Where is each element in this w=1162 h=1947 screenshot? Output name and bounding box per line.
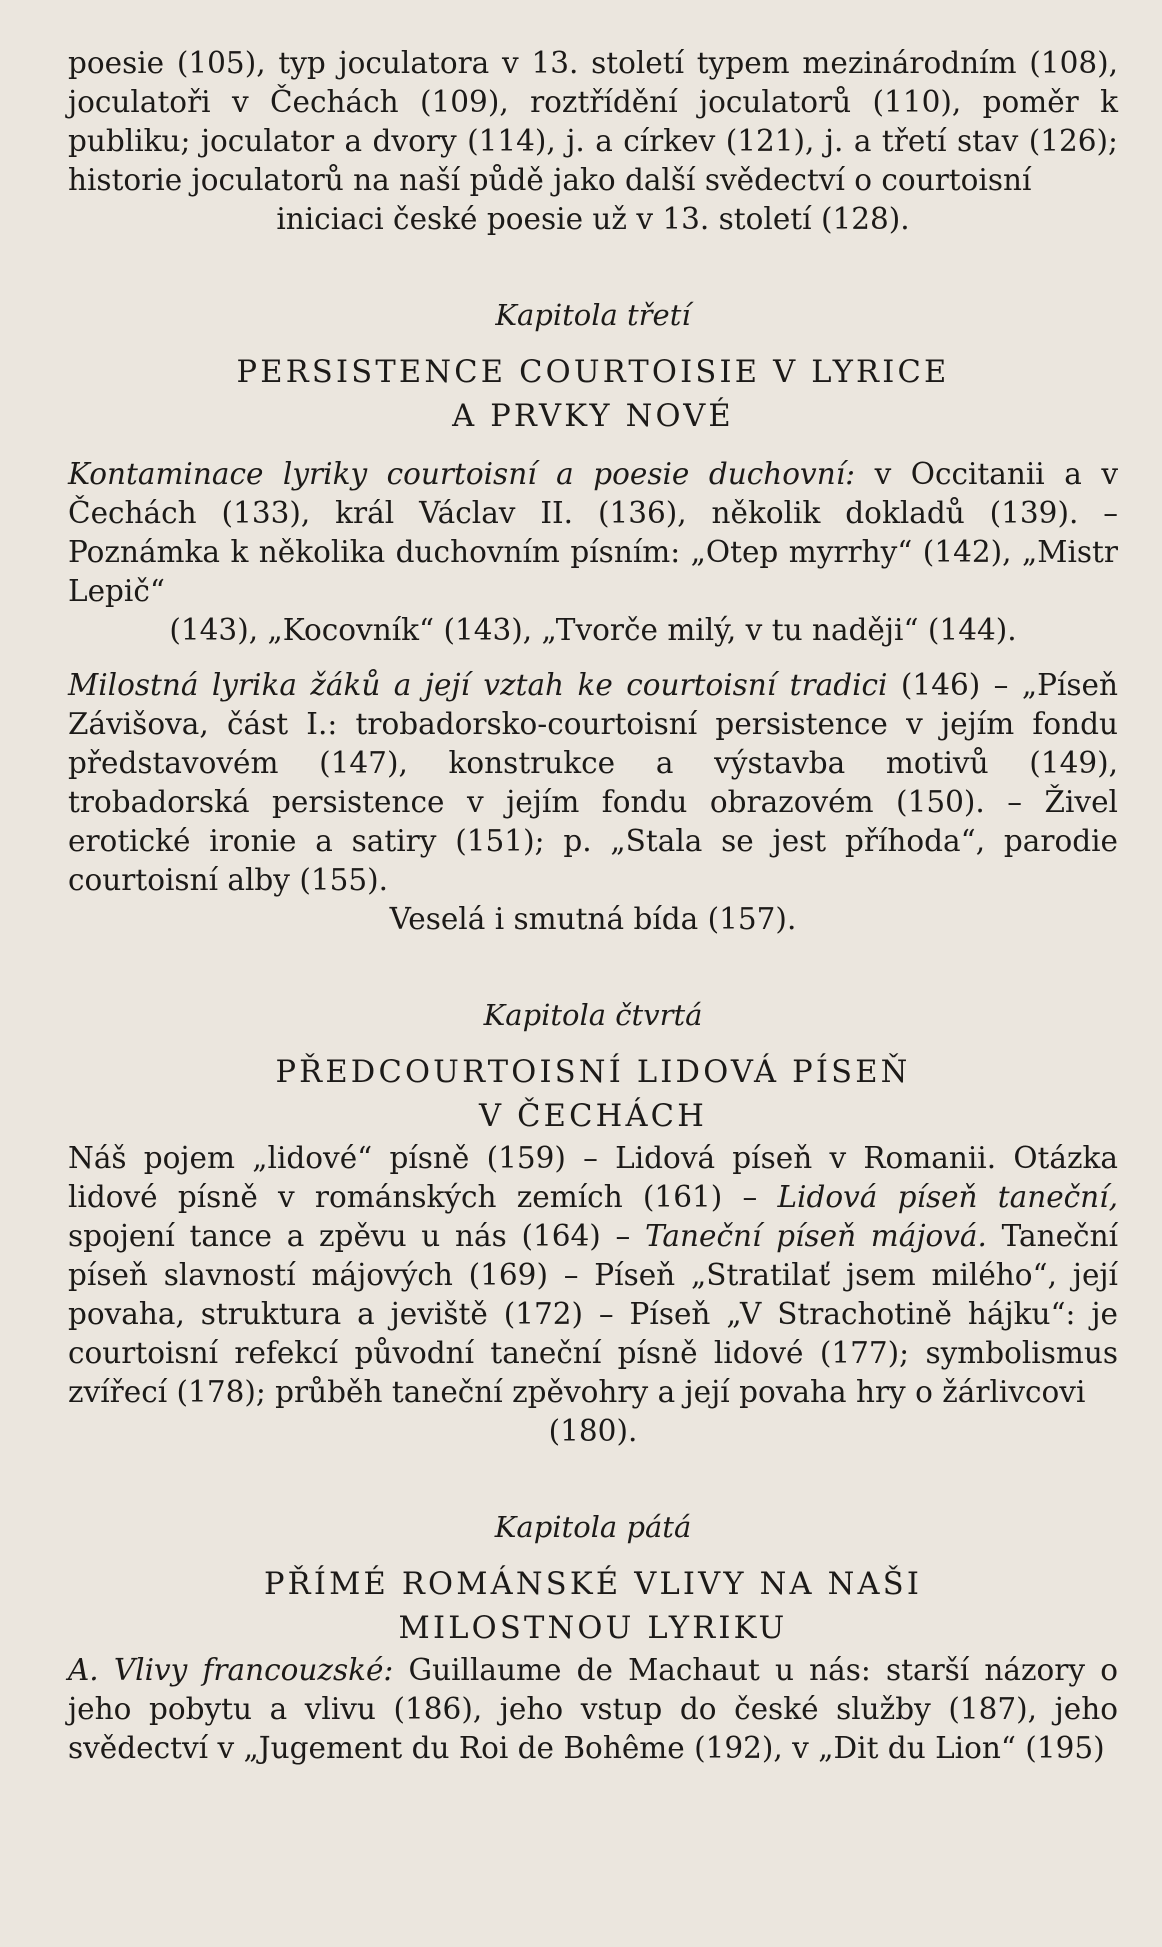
chapter-4-text-c: Taneční píseň slavností májových (169) – Píseň „Stratilať jsem milého“, její povaha, struktura a jeviště (172) – Píseň „V Strachotině hájku“: je courtoisní refekcí původní taneční písně lidové (177); symbolismus zvířecí (178); průběh taneční zpěvohry a její povaha hry o žárlivcovi — [68, 1219, 1119, 1409]
intro-last-line: iniciaci české poesie už v 13. století (128). — [276, 202, 910, 236]
chapter-3-p2-heading: Milostná lyrika žáků a její vztah ke courtoisní tradici — [68, 668, 888, 702]
chapter-4-paragraph — [68, 1139, 1118, 1451]
chapter-4-label: Kapitola čtvrtá — [483, 998, 703, 1032]
chapter-4-text-b: spojení tance a zpěvu u nás (164) – — [68, 1219, 646, 1253]
chapter-3-p2-last-line: Veselá i smutná bída (157). — [389, 902, 797, 936]
chapter-5-heading: A. Vlivy francouzské: — [68, 1653, 394, 1687]
chapter-3-paragraph-2 — [68, 666, 1118, 939]
chapter-3-p1-heading: Kontaminace lyriky courtoisní a poesie duchovní: — [68, 457, 856, 491]
chapter-3-label: Kapitola třetí — [495, 298, 691, 332]
chapter-3-paragraph-1 — [68, 455, 1118, 650]
chapter-4-title-line-2: V ČECHÁCH — [478, 1099, 708, 1134]
chapter-5-title-line-2: MILOSTNOU LYRIKU — [398, 1611, 788, 1646]
chapter-3-p1-text: v Occitanii a v Čechách (133), král Václav II. (136), několik dokladů (139). – Poznámka k několika duchovním písním: „Otep myrrhy“ (142), „Mistr Lepič“ — [68, 457, 1119, 608]
intro-paragraph — [68, 44, 1118, 239]
chapter-5-title-line-1: PŘÍMÉ ROMÁNSKÉ VLIVY NA NAŠI — [263, 1567, 923, 1602]
page-text — [68, 44, 1118, 1768]
intro-text: poesie (105), typ joculatora v 13. století typem mezinárodním (108), joculatoři v Čechách (109), roztřídění joculatorů (110), poměr k publiku; joculator a dvory (114), j. a církev (121), j. a třetí stav (126); historie joculatorů na naší půdě jako další svědectví o courtoisní — [68, 46, 1118, 197]
chapter-3-title-line-2: A PRVKY NOVÉ — [452, 399, 734, 434]
chapter-3-title-line-1: PERSISTENCE COURTOISIE V LYRICE — [236, 355, 950, 390]
chapter-3-p1-last-line: (143), „Kocovník“ (143), „Tvorče milý, v tu naději“ (144). — [169, 613, 1017, 647]
chapter-4-last-line: (180). — [548, 1414, 638, 1448]
chapter-4-italic-2: Taneční píseň májová. — [645, 1219, 987, 1253]
chapter-5-paragraph — [68, 1651, 1118, 1768]
chapter-5-text: Guillaume de Machaut u nás: starší názory o jeho pobytu a vlivu (186), jeho vstup do české služby (187), jeho svědectví v „Jugement du Roi de Bohême (192), v „Dit du Lion“ (195) — [68, 1653, 1118, 1765]
chapter-5-label: Kapitola pátá — [494, 1510, 692, 1544]
chapter-3-p2-text: (146) – „Píseň Závišova, část I.: trobadorsko-courtoisní persistence v jejím fondu představovém (147), konstrukce a výstavba motivů (149), trobadorská persistence v jejím fondu obrazovém (150). – Živel erotické ironie a satiry (151); p. „Stala se jest příhoda“, parodie courtoisní alby (155). — [68, 668, 1119, 897]
chapter-4-text-a: Náš pojem „lidové“ písně (159) – Lidová píseň v Romanii. Otázka lidové písně v románských zemích (161) – — [68, 1141, 1118, 1214]
chapter-4-italic-1: Lidová píseň taneční, — [777, 1180, 1118, 1214]
chapter-4-title-line-1: PŘEDCOURTOISNÍ LIDOVÁ PÍSEŇ — [275, 1055, 911, 1090]
